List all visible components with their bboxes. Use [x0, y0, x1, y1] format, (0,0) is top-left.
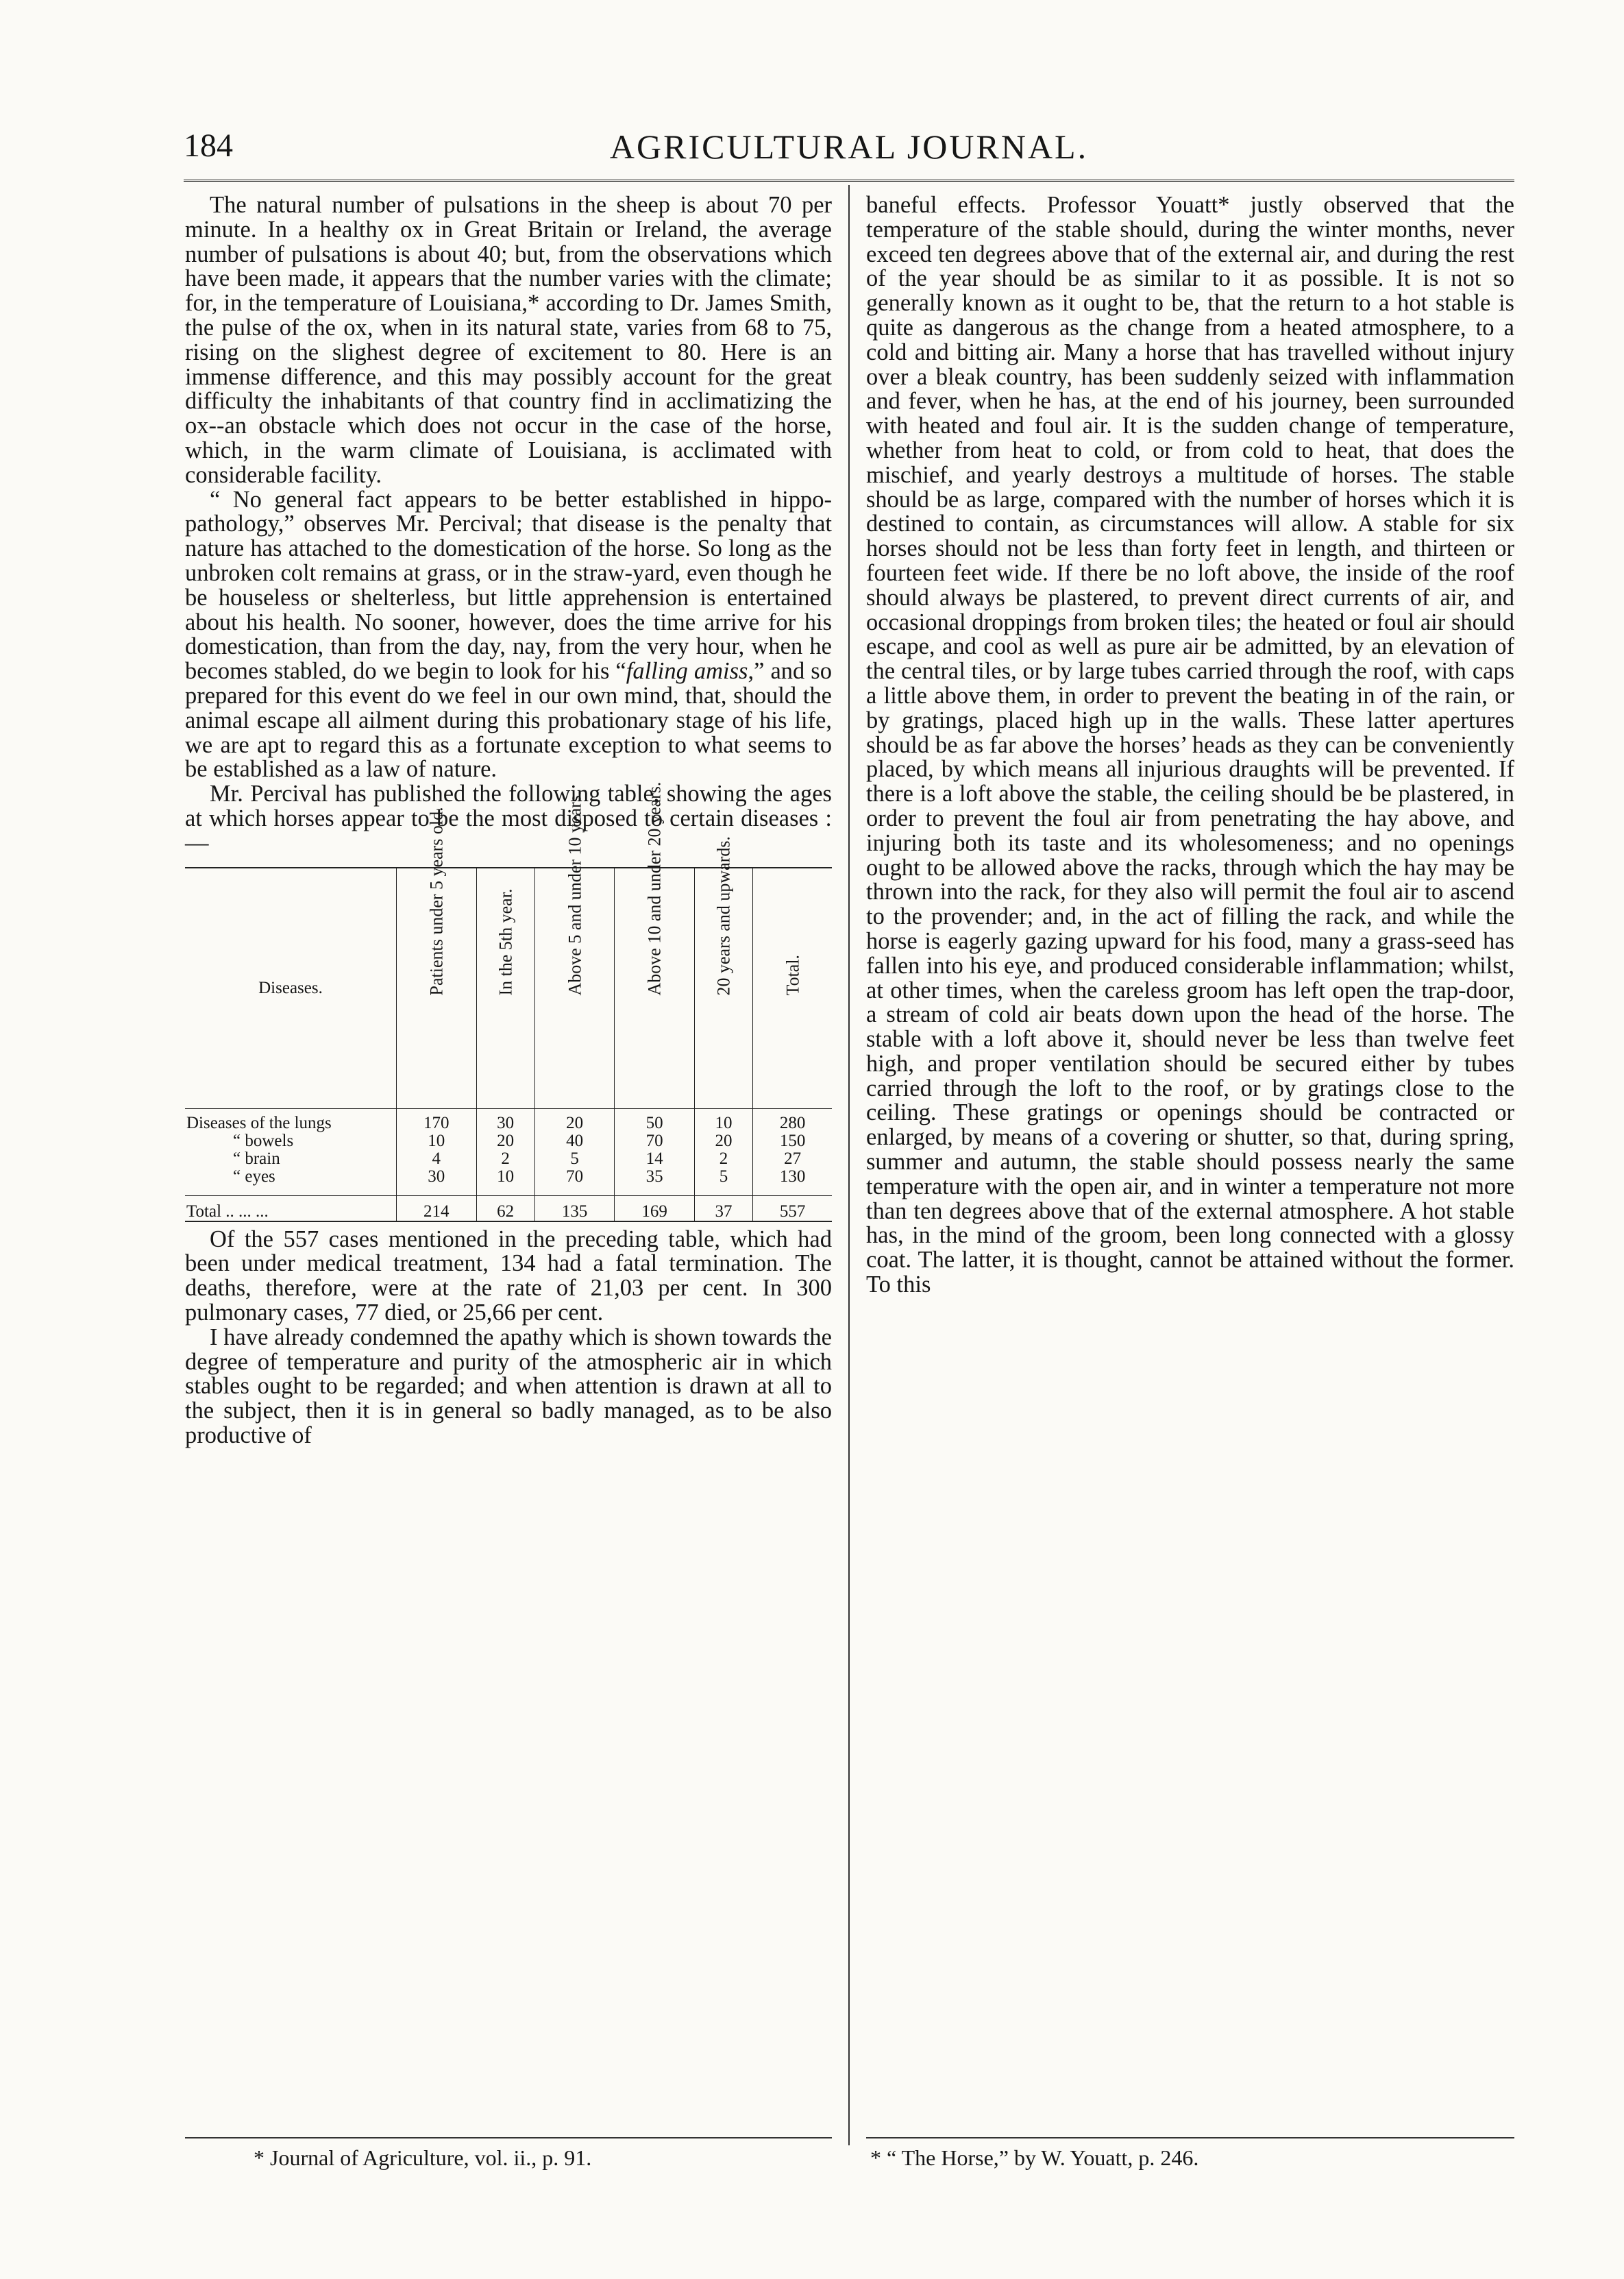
paragraph-stable-ventilation: baneful effects. Professor Youatt* justly observed that the temperature of the stable should, during the winter months, never exceed ten degrees above that of the external air, and during the rest of the year should be as similar to it as possible. It is not so generally known as it ought to be, that the return to a hot stable is quite as dangerous as the change from a heated atmosphere, to a cold and bitting air. Many a horse that has travelled without injury over a bleak country, has been suddenly seized with inflammation and fever, when he has, at the end of his journey, been surrounded with heated and foul air. It is the sudden change of temperature, whether from heat to cold, or from cold to heat, that does the mischief, and yearly destroys a multitude of horses. The stable should be as large, compared with the number of horses which it is destined to contain, as circumstances will allow. A stable for six horses should not be less than forty feet in length, and thirteen or fourteen feet wide. If there be no loft above, the inside of the roof should always be plastered, to prevent direct currents of air, and occasional droppings from broken tiles; the heated or foul air should escape, and cool as well as pure air be admitted, by an elevation of the central tiles, or by large tubes carried through the roof, with caps a little above them, in order to prevent the beating in of the rain, or by gratings, placed high up in the walls. These latter apertures should be as far above the horses’ heads as they can be conveniently placed, by which means all injurious draughts will be prevented. If there is a loft above the stable, the ceiling should be be plastered, in order to prevent the foul air from penetrating the hay above, and injuring both its taste and its wholesomeness; and no openings ought to be allowed above the racks, through which the hay may be thrown into the rack, for they also will permit the foul air to ascend to the provender; and, in the act of filling the rack, and while the horse is eagerly gazing upward for his food, many a grass-seed has fallen into his eye, and produced considerable inflammation; whilst, at other times, when the careless groom has left open the trap-door, a stream of cold air beats down upon the head of the horse. The stable with a loft above it, should never be less than twelve feet high, and proper ventilation should be secured either by tubes carried through the loft to the roof, or by gratings close to the ceiling. These gratings or openings should be contracted or enlarged, by means of a covering or shutter, so that, during spring, summer and autumn, the stable should possess nearly the same temperature with the open air, and in winter a temperature not more than ten degrees above that of the external atmosphere. A hot stable has, in the mind of the groom, been long connected with a glossy coat. The latter, it is thought, cannot be attained without the former. To this [866, 192, 1514, 1298]
running-title: AGRICULTURAL JOURNAL. [609, 127, 1089, 166]
page-number: 184 [184, 127, 233, 164]
column-header: In the 5th year. [476, 868, 534, 1109]
table-row: “ eyes 30 10 70 35 5 130 [185, 1168, 832, 1196]
footnote-right: * “ The Horse,” by W. Youatt, p. 246. [870, 2145, 1199, 2170]
footnote-rule-right [866, 2137, 1514, 2138]
table-row: “ bowels 10 20 40 70 20 150 [185, 1132, 832, 1150]
paragraph-pulsations: The natural number of pulsations in the sheep is about 70 per minute. In a healthy ox in Great Britain or Ireland, the average number of pulsations is about 40; but, from the observations which have been made, it appears that the number varies with the climate; for, in the temperature of Louisiana,* according to Dr. James Smith, the pulse of the ox, when in its natural state, varies from 68 to 75, rising on the slighest degree of excitement to 80. Here is an immense difference, and this may possibly account for the great difficulty the inhabitants of that country find in acclimatizing the ox--an obstacle which does not occur in the case of the horse, which, in the warm climate of Louisiana, is acclimated with considerable facility. [185, 192, 832, 488]
paragraph-percival-quote: “ No general fact appears to be better established in hippo-pathology,” observes Mr. Percival; that disease is the penalty that nature has attached to the domestication of the horse. So long as the unbroken colt remains at grass, or in the straw-yard, even though he be houseless or shelterless, but little apprehension is entertained about his health. No sooner, however, does the time arrive for his domestication, than from the day, nay, from the very hour, when he becomes stabled, do we begin to look for his “falling amiss,” and so prepared for this event do we feel in our own mind, that, should the animal escape all ailment during this probationary stage of his life, we are apt to regard this as a fortunate exception to what seems to be established as a law of nature. [185, 486, 832, 783]
table-row: “ brain 4 2 5 14 2 27 [185, 1150, 832, 1168]
left-column [185, 193, 832, 1448]
table-total-row: Total .. ... ... 214 62 135 169 37 557 [185, 1195, 832, 1221]
column-header: Patients under 5 years old. [397, 868, 477, 1109]
table-row-header: Diseases. [185, 868, 397, 1109]
paragraph-apathy: I have already condemned the apathy which is shown towards the degree of temperature and purity of the atmospheric air in which stables ought to be regarded; and when attention is drawn at all to the subject, then it is in general so badly managed, as to be also productive of [185, 1324, 832, 1448]
table-row: Diseases of the lungs 170 30 20 50 10 280 [185, 1108, 832, 1132]
paragraph-case-statistics: Of the 557 cases mentioned in the preceding table, which had been under medical treatment, 134 had a fatal termination. The deaths, therefore, were at the rate of 21,03 per cent. In 300 pulmonary cases, 77 died, or 25,66 per cent. [185, 1226, 832, 1326]
column-header: Above 10 and under 20 years. [615, 868, 695, 1109]
footnote-left: * Journal of Agriculture, vol. ii., p. 91. [254, 2145, 592, 2170]
column-header: Total. [753, 868, 832, 1109]
footnote-rule-left [185, 2137, 832, 2138]
column-header: 20 years and upwards. [694, 868, 752, 1109]
page-header [184, 127, 1514, 175]
column-divider [848, 185, 850, 2145]
column-header: Above 5 and under 10 years. [534, 868, 615, 1109]
header-rule [184, 180, 1514, 184]
italic-falling-amiss: falling amiss [626, 658, 748, 685]
right-column [866, 193, 1514, 1297]
paragraph-table-intro: Mr. Percival has published the following table, showing the ages at which horses appear to be the most disposed to certain diseases :— [185, 781, 832, 856]
